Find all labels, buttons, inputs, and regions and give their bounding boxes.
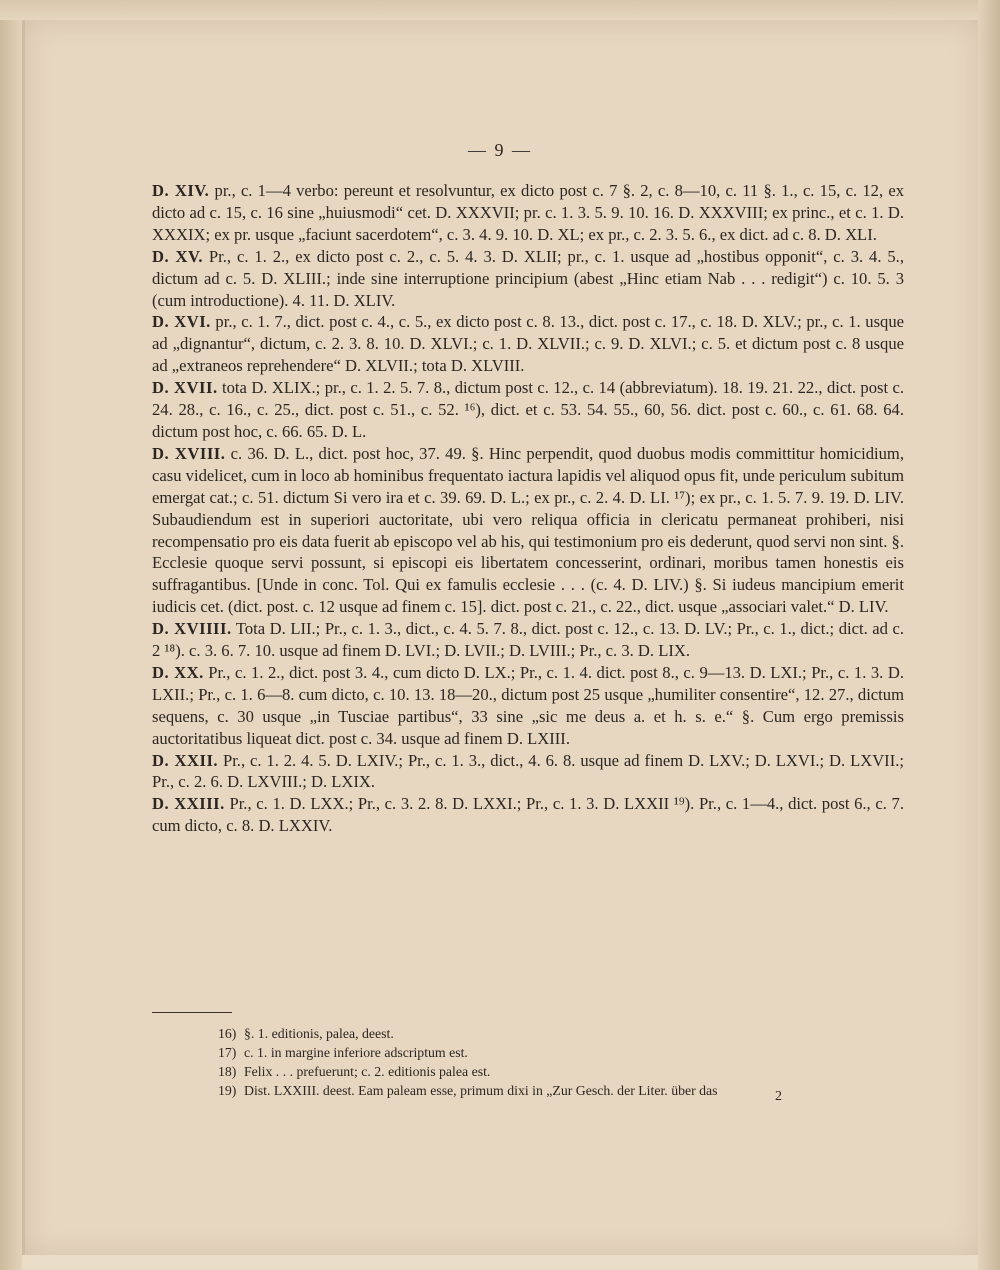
- distinction-label: D. XVI.: [152, 312, 211, 332]
- entry-d-xx: [152, 662, 904, 750]
- distinction-label: D. XVIII.: [152, 443, 226, 463]
- footnote-separator: [152, 1012, 232, 1013]
- entry-d-xv: [152, 246, 904, 312]
- page-edge-left: [0, 0, 22, 1270]
- footnote-text: Felix . . . prefuerunt; c. 2. editionis palea est.: [244, 1064, 491, 1079]
- distinction-label: D. XVII.: [152, 378, 218, 398]
- footnote-number: 17): [218, 1045, 237, 1060]
- signature-mark: 2: [775, 1089, 782, 1104]
- distinction-label: D. XXII.: [152, 750, 219, 770]
- main-text: [152, 180, 904, 837]
- entry-text: Pr., c. 1. D. LXX.; Pr., c. 3. 2. 8. D. LXXI.; Pr., c. 1. 3. D. LXXII ¹⁹). Pr., c. 1—4., dict. post 6., c. 7. cum dicto, c. 8. D. LXXIV.: [152, 794, 904, 836]
- footnote-16: [218, 1024, 898, 1043]
- page-number-header: — 9 —: [468, 140, 532, 160]
- entry-text: Tota D. LII.; Pr., c. 1. 3., dict., c. 4. 5. 7. 8., dict. post c. 12., c. 13. D. LV.; Pr., c. 1., dict.; dict. ad c. 2 ¹⁸). c. 3. 6. 7. 10. usque ad finem D. LVI.; D. LVII.; D. LVIII.; Pr., c. 3. D. LIX.: [152, 619, 904, 661]
- entry-d-xxii: [152, 750, 904, 794]
- distinction-label: D. XXIII.: [152, 794, 225, 814]
- entry-d-xviiii: [152, 618, 904, 662]
- distinction-label: D. XX.: [152, 662, 204, 682]
- entry-text: pr., c. 1—4 verbo: pereunt et resolvuntur, ex dicto post c. 7 §. 2, c. 8—10, c. 11 §. 1., c. 15, c. 12, ex dicto ad c. 15, c. 16 sine „huiusmodi“ cet. D. XXXVII; pr. c. 1. 3. 5. 9. 10. 16. D. XXXVIII; ex princ., et c. 1. D. XXXIX; ex pr. usque „faciunt sacerdotem“, c. 3. 4. 9. 10. D. XL; ex pr., c. 2. 3. 5. 6., ex dict. ad c. 8. D. XLI.: [152, 181, 905, 244]
- entry-d-xvii: [152, 377, 904, 443]
- entry-text: Pr., c. 1. 2., ex dicto post c. 2., c. 5. 4. 3. D. XLII; pr., c. 1. usque ad „hostibus opponit“, c. 3. 4. 5., dictum ad c. 5. D. XLIII.; inde sine interruptione principium (abest „Hinc etiam Nab . . . redigit“) c. 10. 5. 3 (cum introductione). 4. 11. D. XLIV.: [152, 246, 904, 310]
- footnote-number: 16): [218, 1026, 237, 1041]
- entry-text: tota D. XLIX.; pr., c. 1. 2. 5. 7. 8., dictum post c. 12., c. 14 (abbreviatum). 18. 19. 21. 22., dict. post c. 24. 28., c. 16., c. 25., dict. post c. 51., c. 52. ¹⁶), dict. et c. 53. 54. 55., 60, 56. dict. post c. 60., c. 61. 68. 64. dictum post hoc, c. 66. 65. D. L.: [152, 378, 904, 441]
- entry-text: pr., c. 1. 7., dict. post c. 4., c. 5., ex dicto post c. 8. 13., dict. post c. 17., c. 18. D. XLV.; pr., c. 1. usque ad „dignantur“, dictum, c. 2. 3. 8. 10. D. XLVI.; c. 1. D. XLVII.; c. 9. D. XLVI.; c. 5. et dictum post c. 8 usque ad „extraneos reprehendere“ D. XLVII.; tota D. XLVIII.: [152, 312, 905, 376]
- footnote-number: 19): [218, 1083, 237, 1098]
- page-edge-top: [0, 0, 1000, 20]
- page-edge-right: [978, 0, 1000, 1270]
- entry-d-xviii: [152, 443, 904, 618]
- footnote-text: c. 1. in margine inferiore adscriptum est.: [244, 1045, 468, 1060]
- distinction-label: D. XV.: [152, 246, 204, 266]
- entry-d-xxiii: [152, 793, 904, 837]
- entry-d-xvi: [152, 311, 904, 377]
- entry-d-xiv: [152, 180, 904, 246]
- footnote-18: [218, 1062, 898, 1081]
- footnote-number: 18): [218, 1064, 237, 1079]
- entry-text: Pr., c. 1. 2. 4. 5. D. LXIV.; Pr., c. 1. 3., dict., 4. 6. 8. usque ad finem D. LXV.; D. LXVI.; D. LXVII.; Pr., c. 2. 6. D. LXVIII.; D. LXIX.: [152, 750, 904, 792]
- footnote-text: §. 1. editionis, palea, deest.: [244, 1026, 394, 1041]
- footnote-text: Dist. LXXIII. deest. Eam paleam esse, primum dixi in „Zur Gesch. der Liter. über das: [244, 1083, 718, 1098]
- entry-text: c. 36. D. L., dict. post hoc, 37. 49. §. Hinc perpendit, quod duobus modis committitur homicidium, casu videlicet, cum in loco ab hominibus frequentato iactura lapidis vel aliquod opus fit, unde periculum subitum emergat cat.; c. 51. dictum Si vero ira et c. 39. 69. D. L.; ex pr., c. 2. 4. D. LI. ¹⁷); ex pr., c. 1. 5. 7. 9. 19. D. LIV. Subaudiendum est in superiori auctoritate, ubi vero reliqua officia in clericatu permaneat prohiberi, nisi recompensatio pro eis data fuerit ab episcopo vel ab his, qui testimonium pro eis dederunt, quod servi non sint. §. Ecclesie quoque servi possunt, si episcopi eis libertatem concesserint, ordinari, moribus tamen honestis eis suffragantibus. [Unde in conc. Tol. Qui ex famulis ecclesie . . . (c. 4. D. LIV.) §. Si iudeus mancipium emerit iudicis cet. (dict. post. c. 12 usque ad finem c. 15]. dict. post c. 21., c. 22., dict. usque „associari valet.“ D. LIV.: [152, 443, 904, 617]
- footnotes: [218, 1024, 898, 1100]
- distinction-label: D. XVIIII.: [152, 619, 232, 639]
- footnote-17: [218, 1043, 898, 1062]
- footnote-19: [218, 1081, 898, 1100]
- entry-text: Pr., c. 1. 2., dict. post 3. 4., cum dicto D. LX.; Pr., c. 1. 4. dict. post 8., c. 9—13. D. LXI.; Pr., c. 1. 3. D. LXII.; Pr., c. 1. 6—8. cum dicto, c. 10. 13. 18—20., dictum post 25 usque „humiliter consentire“, 12. 27., dictum sequens, c. 30 usque „in Tusciae partibus“, 33 sine „sic me deus a. et h. s. e.“ §. Cum ergo premissis auctoritatibus liqueat dict. post c. 34. usque ad finem D. LXIII.: [152, 662, 904, 748]
- distinction-label: D. XIV.: [152, 181, 210, 200]
